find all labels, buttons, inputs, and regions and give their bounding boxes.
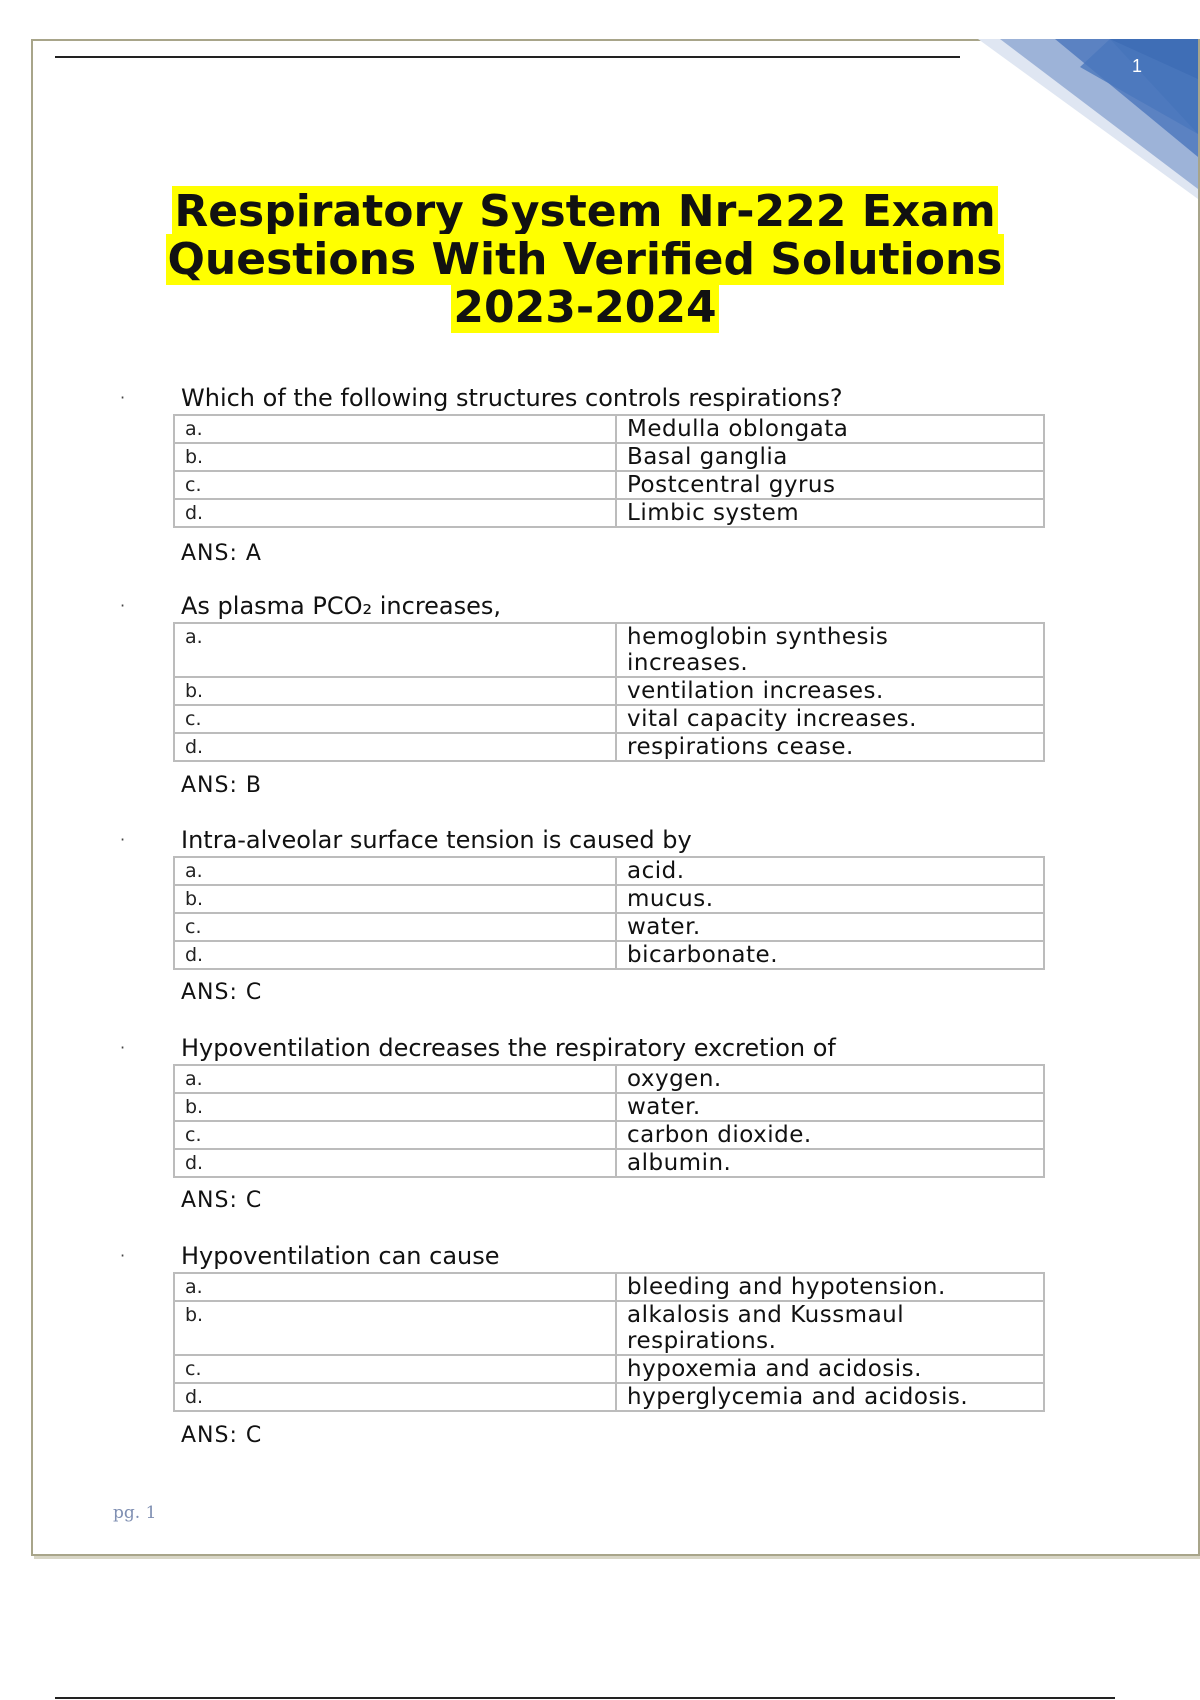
option-letter: b. — [174, 443, 616, 471]
answer-key: ANS: A — [181, 541, 262, 566]
option-letter: a. — [174, 415, 616, 443]
option-text: water. — [616, 1093, 1044, 1121]
question-text: Hypoventilation can cause — [181, 1242, 500, 1270]
option-text: acid. — [616, 857, 1044, 885]
bullet: · — [120, 1038, 126, 1057]
corner-decoration — [960, 39, 1198, 199]
option-letter: c. — [174, 705, 616, 733]
bottom-rule — [55, 1697, 1115, 1699]
option-row — [174, 443, 1044, 471]
option-text: hypoxemia and acidosis. — [616, 1355, 1044, 1383]
option-letter: a. — [174, 857, 616, 885]
option-row — [174, 1355, 1044, 1383]
bullet: · — [120, 388, 126, 407]
option-row — [174, 1093, 1044, 1121]
option-text: hyperglycemia and acidosis. — [616, 1383, 1044, 1411]
options-table — [173, 622, 1045, 762]
question-text: As plasma PCO₂ increases, — [181, 592, 502, 620]
header-rule — [55, 56, 960, 58]
option-letter: c. — [174, 471, 616, 499]
footer-page-label: pg. 1 — [113, 1503, 157, 1523]
option-letter: d. — [174, 1383, 616, 1411]
option-row — [174, 941, 1044, 969]
option-letter: d. — [174, 499, 616, 527]
option-text: carbon dioxide. — [616, 1121, 1044, 1149]
answer-key: ANS: C — [181, 980, 263, 1005]
option-letter: c. — [174, 1355, 616, 1383]
option-letter: d. — [174, 941, 616, 969]
option-text: Basal ganglia — [616, 443, 1044, 471]
option-letter: c. — [174, 1121, 616, 1149]
option-letter: d. — [174, 733, 616, 761]
options-table — [173, 414, 1045, 528]
option-row — [174, 1121, 1044, 1149]
bullet: · — [120, 1246, 126, 1265]
bullet: · — [120, 830, 126, 849]
option-row — [174, 733, 1044, 761]
option-row — [174, 1065, 1044, 1093]
option-letter: a. — [174, 1273, 616, 1301]
option-text: oxygen. — [616, 1065, 1044, 1093]
option-letter: a. — [174, 623, 616, 677]
option-row — [174, 677, 1044, 705]
option-text: albumin. — [616, 1149, 1044, 1177]
option-row — [174, 857, 1044, 885]
option-row — [174, 1149, 1044, 1177]
option-row — [174, 1301, 1044, 1355]
answer-key: ANS: C — [181, 1188, 263, 1213]
option-letter: d. — [174, 1149, 616, 1177]
option-letter: c. — [174, 913, 616, 941]
options-table — [173, 856, 1045, 970]
option-row — [174, 623, 1044, 677]
option-letter: a. — [174, 1065, 616, 1093]
option-text: hemoglobin synthesis increases. — [616, 623, 1044, 677]
options-table — [173, 1064, 1045, 1178]
option-text: bicarbonate. — [616, 941, 1044, 969]
option-letter: b. — [174, 677, 616, 705]
bullet: · — [120, 596, 126, 615]
option-text: bleeding and hypotension. — [616, 1273, 1044, 1301]
option-row — [174, 1273, 1044, 1301]
option-row — [174, 471, 1044, 499]
document-title — [120, 188, 1050, 332]
option-letter: b. — [174, 1093, 616, 1121]
option-text: ventilation increases. — [616, 677, 1044, 705]
option-row — [174, 1383, 1044, 1411]
page-number: 1 — [1132, 56, 1143, 76]
answer-key: ANS: C — [181, 1423, 263, 1448]
option-letter: b. — [174, 885, 616, 913]
options-table — [173, 1272, 1045, 1412]
question-text: Intra-alveolar surface tension is caused by — [181, 826, 692, 854]
option-text: respirations cease. — [616, 733, 1044, 761]
option-row — [174, 705, 1044, 733]
option-text: mucus. — [616, 885, 1044, 913]
question-text: Hypoventilation decreases the respiratory excretion of — [181, 1034, 836, 1062]
option-row — [174, 415, 1044, 443]
option-row — [174, 885, 1044, 913]
option-text: vital capacity increases. — [616, 705, 1044, 733]
option-text: Medulla oblongata — [616, 415, 1044, 443]
option-text: Limbic system — [616, 499, 1044, 527]
option-text: alkalosis and Kussmaul respirations. — [616, 1301, 1044, 1355]
question-text: Which of the following structures controls respirations? — [181, 384, 843, 412]
answer-key: ANS: B — [181, 773, 262, 798]
option-row — [174, 913, 1044, 941]
title-text: Respiratory System Nr-222 Exam Questions With Verified Solutions 2023-2024 — [167, 186, 1003, 333]
option-text: Postcentral gyrus — [616, 471, 1044, 499]
option-text: water. — [616, 913, 1044, 941]
option-row — [174, 499, 1044, 527]
option-letter: b. — [174, 1301, 616, 1355]
